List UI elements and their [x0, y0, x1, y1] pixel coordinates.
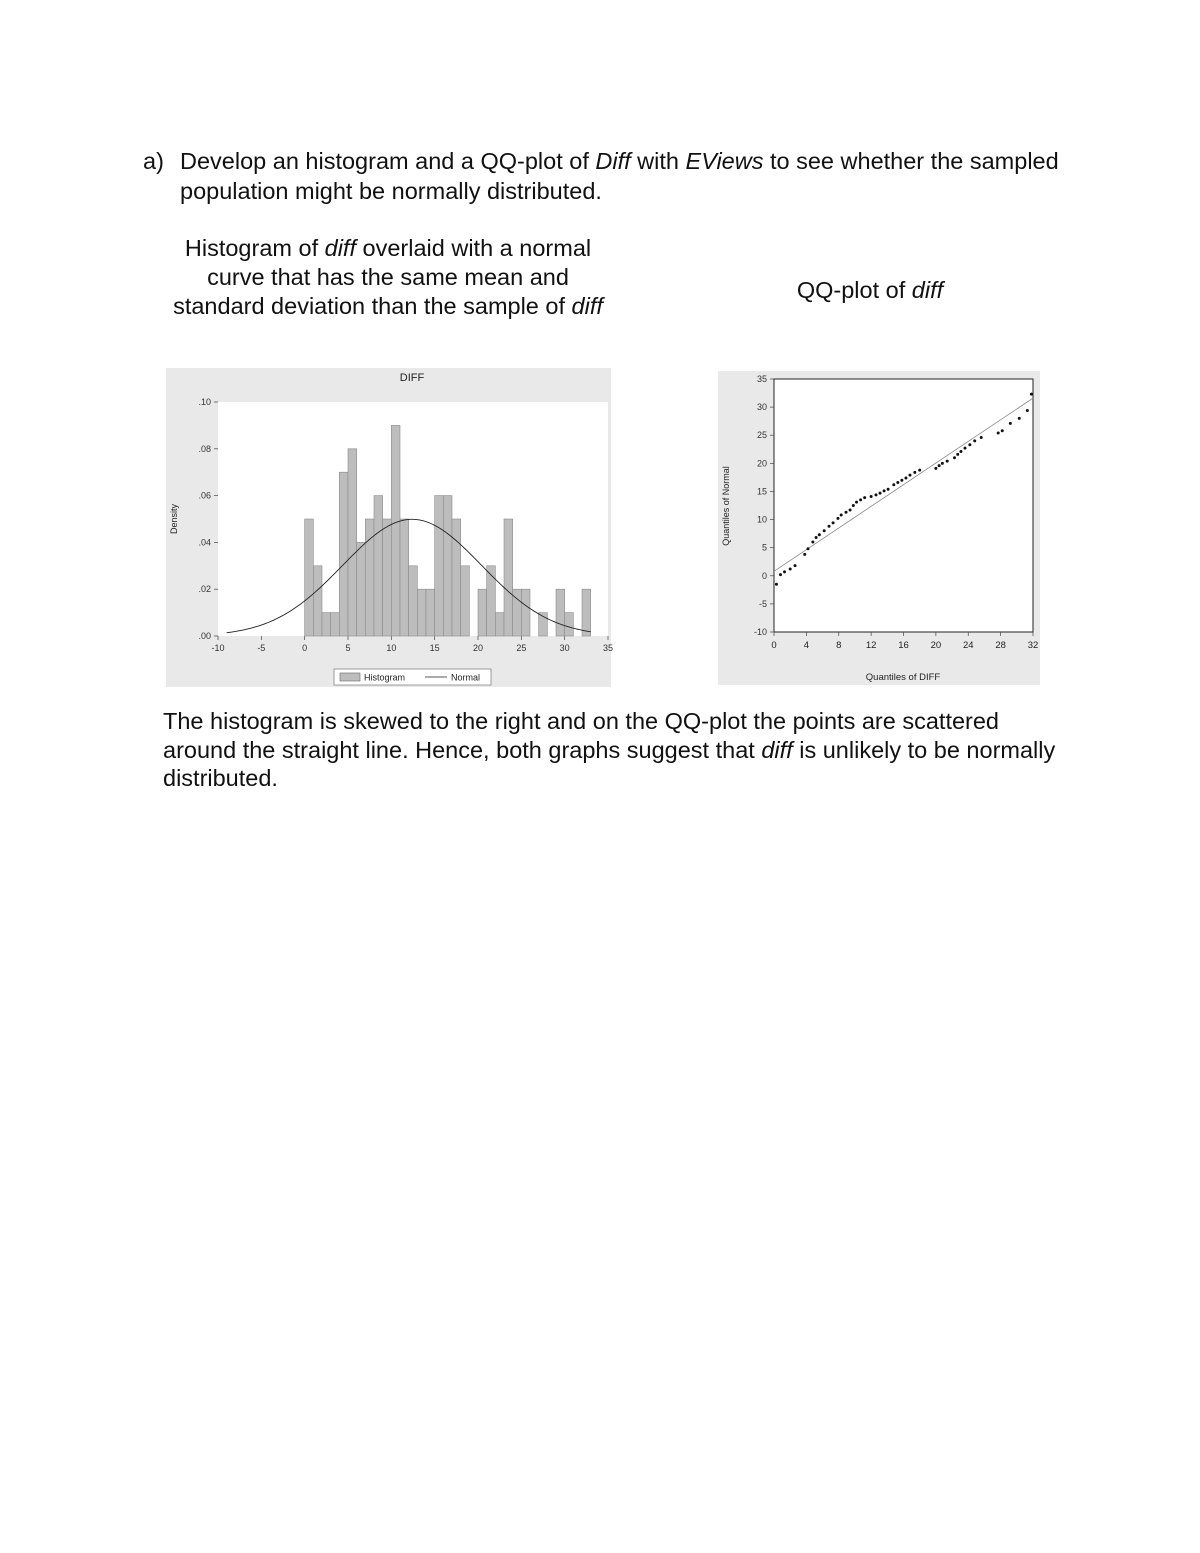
x-tick-label: 32 [1027, 640, 1039, 651]
y-tick-label: 35 [756, 374, 767, 384]
question-text-emph: Diff [595, 148, 631, 174]
qq-point [968, 443, 971, 446]
x-tick-label: 35 [602, 643, 614, 653]
qq-point [934, 467, 937, 470]
histogram-bar [565, 613, 574, 636]
qq-point [840, 514, 843, 517]
x-tick-label: 20 [472, 643, 484, 653]
conclusion-emph: diff [761, 736, 793, 763]
qq-point [845, 511, 848, 514]
qq-point [1018, 417, 1021, 420]
qq-point [783, 570, 786, 573]
histogram-bar [521, 589, 530, 636]
y-tick-label: .08 [198, 443, 211, 454]
qq-point [900, 479, 903, 482]
histogram-svg [166, 368, 614, 687]
question-label: a) [143, 148, 164, 174]
qq-point [1030, 393, 1033, 396]
qq-point [904, 476, 907, 479]
qq-point [973, 439, 976, 442]
histogram-caption [168, 234, 608, 321]
qq-point [789, 568, 792, 571]
qq-point [863, 496, 866, 499]
question-text-part: with [630, 148, 686, 174]
qq-point [1026, 409, 1029, 412]
qq-point [908, 474, 911, 477]
legend-label-histogram: Histogram [364, 672, 406, 683]
histogram-bar [452, 519, 461, 636]
conclusion-part: The histogram is skewed to the right and on the QQ-plot the points are scattered around the straight line. Hence, both graphs suggest that [163, 708, 1000, 763]
qq-point [964, 447, 967, 450]
y-tick-label: 5 [761, 542, 767, 553]
histogram-bar [435, 496, 444, 636]
y-tick-label: 15 [756, 486, 767, 497]
x-tick-label: -5 [257, 643, 266, 653]
x-tick-label: 16 [898, 640, 909, 651]
question-text [180, 146, 1080, 206]
histogram-title: DIFF [399, 372, 425, 384]
x-tick-label: 28 [995, 640, 1006, 651]
histogram-bar [313, 566, 322, 636]
qqplot-svg [718, 371, 1040, 685]
caption-part: overlaid with a normal curve that has the same mean and standard deviation than the sample of [173, 235, 592, 319]
qq-point [823, 529, 826, 532]
qq-point [828, 525, 831, 528]
caption-emph: diff [324, 235, 356, 261]
caption-part: Histogram of [184, 235, 325, 261]
qq-point [980, 436, 983, 439]
x-tick-label: 5 [345, 643, 351, 653]
caption-emph: diff [911, 277, 944, 303]
qq-point [997, 431, 1000, 434]
x-tick-label: 0 [302, 643, 308, 653]
question-text-emph: EViews [685, 148, 764, 174]
conclusion-part: is unlikely to be normally distributed. [163, 736, 1056, 791]
x-tick-label: 30 [559, 643, 570, 653]
histogram-bar [322, 613, 331, 636]
qqplot-ylabel: Quantiles of Normal [721, 466, 731, 546]
histogram-bar [348, 449, 357, 636]
histogram-bar [400, 519, 409, 636]
histogram-bar [305, 519, 314, 636]
histogram-bar [409, 566, 418, 636]
caption-emph: diff [571, 293, 603, 319]
qqplot-plot-area [774, 379, 1033, 632]
qqplot-caption [720, 276, 1020, 305]
histogram-bar [426, 589, 435, 636]
qq-point [956, 453, 959, 456]
x-tick-label: 24 [962, 640, 974, 651]
x-tick-label: 20 [930, 640, 942, 651]
y-tick-label: 25 [756, 430, 767, 441]
qq-point [779, 573, 782, 576]
x-tick-label: -10 [211, 643, 225, 653]
y-tick-label: 10 [756, 514, 767, 525]
x-tick-label: 0 [771, 640, 777, 651]
question-text-part: to see whether the sampled population might be normally distributed. [180, 148, 1059, 204]
histogram-bar [357, 542, 366, 636]
qq-point [806, 547, 809, 550]
histogram-bar [478, 589, 487, 636]
x-tick-label: 8 [836, 640, 842, 651]
qq-point [946, 460, 949, 463]
y-tick-label: -5 [758, 598, 767, 609]
y-tick-label: -10 [753, 627, 767, 637]
qq-point [832, 521, 835, 524]
histogram-bar [374, 496, 383, 636]
x-tick-label: 4 [803, 640, 810, 651]
histogram-bar [383, 519, 392, 636]
y-tick-label: .06 [198, 490, 211, 501]
histogram-bar [417, 589, 426, 636]
qq-point [815, 536, 818, 539]
y-tick-label: 20 [756, 458, 767, 469]
legend-swatch-histogram [340, 673, 360, 681]
histogram-bar [582, 589, 591, 636]
qq-point [836, 517, 839, 520]
y-tick-label: .04 [198, 537, 211, 548]
qqplot-xlabel: Quantiles of DIFF [865, 672, 941, 683]
histogram-chart [166, 368, 614, 687]
y-tick-label: .10 [198, 397, 211, 407]
histogram-bar [391, 425, 400, 636]
y-tick-label: 30 [756, 402, 767, 413]
x-tick-label: 15 [429, 643, 440, 653]
qq-point [852, 504, 855, 507]
x-tick-label: 12 [865, 640, 877, 651]
caption-part: QQ-plot of [796, 277, 912, 303]
qq-point [855, 501, 858, 504]
qq-point [1001, 429, 1004, 432]
qq-point [879, 492, 882, 495]
qqplot-chart [718, 371, 1040, 685]
qq-point [1009, 422, 1012, 425]
y-tick-label: .00 [198, 631, 211, 641]
qq-point [913, 471, 916, 474]
x-tick-label: 10 [386, 643, 397, 653]
question-text-part: Develop an histogram and a QQ-plot of [180, 148, 596, 174]
qq-point [811, 541, 814, 544]
histogram-ylabel: Density [169, 503, 179, 535]
y-tick-label: .02 [198, 584, 211, 595]
x-tick-label: 25 [516, 643, 527, 653]
qq-point [874, 493, 877, 496]
qq-point [959, 450, 962, 453]
conclusion-text [163, 707, 1063, 793]
qq-point [941, 462, 944, 465]
histogram-bar [331, 613, 340, 636]
histogram-legend [334, 669, 491, 685]
qq-point [953, 456, 956, 459]
qq-point [859, 498, 862, 501]
qq-point [775, 583, 778, 586]
qq-point [870, 495, 873, 498]
legend-label-normal: Normal [451, 672, 481, 683]
qq-point [849, 508, 852, 511]
histogram-bar [461, 566, 470, 636]
histogram-bar [556, 589, 565, 636]
histogram-bar [443, 496, 452, 636]
histogram-bar [495, 613, 504, 636]
y-tick-label: 0 [761, 570, 767, 581]
histogram-bar [487, 566, 496, 636]
qq-point [803, 553, 806, 556]
histogram-bar [504, 519, 513, 636]
qq-point [818, 533, 821, 536]
qq-point [938, 464, 941, 467]
qq-point [896, 481, 899, 484]
qq-point [794, 564, 797, 567]
qq-point [892, 483, 895, 486]
qq-point [918, 469, 921, 472]
qq-point [883, 489, 886, 492]
qq-point [887, 488, 890, 491]
histogram-bar [339, 472, 348, 636]
